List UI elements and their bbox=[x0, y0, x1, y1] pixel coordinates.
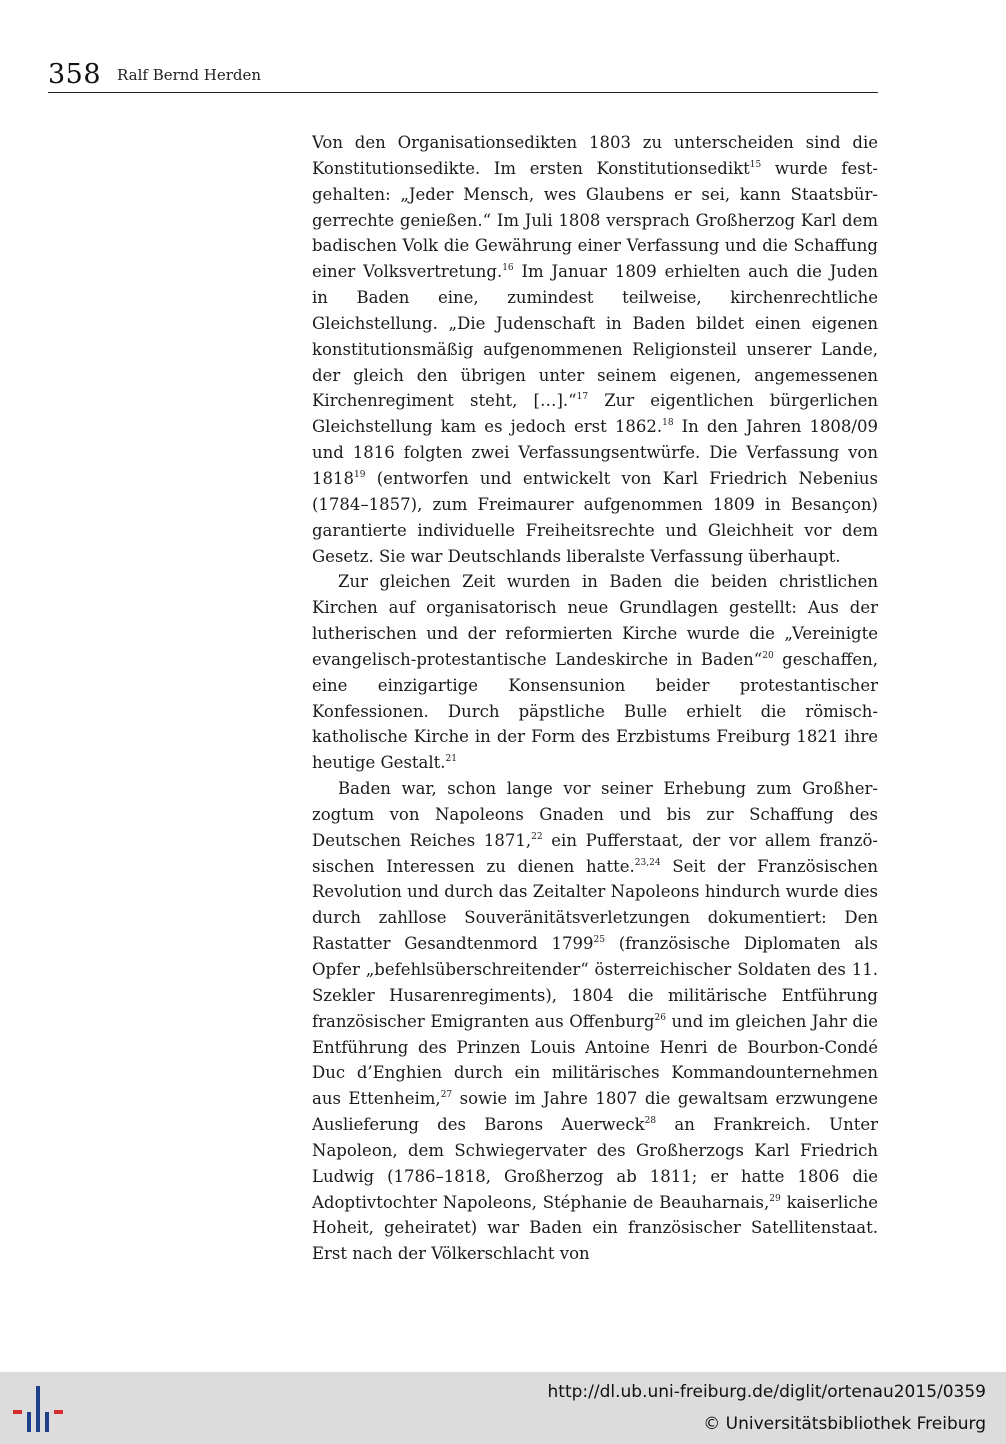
footnote-marker: 27 bbox=[440, 1090, 453, 1101]
running-head-author: Ralf Bernd Herden bbox=[117, 66, 262, 84]
text-run: kaiserliche Hoheit, geheiratet) war Baden ein französischer Satellitenstaat. Erst nach der Völkerschlacht von bbox=[312, 1192, 878, 1264]
text-run: Im Januar 1809 erhielten auch die Juden in Baden eine, zumindest teilweise, kirchenrechtliche Gleichstellung. „Die Judenschaft in Baden bildet einen eigenen konstitutionsmäßig aufgenommenen Religionsteil unserer Lande, der gleich den übrigen unter seinem eigenen, angemessenen Kirchenregiment steht, […].“ bbox=[312, 262, 878, 411]
text-run: Seit der Französischen Revolution und durch das Zeitalter Napoleons hindurch wurde dies durch zahllose Souveränitätsverletzungen dokumentiert: Den Rastatter Gesandtenmord 1799 bbox=[312, 856, 878, 954]
text-run: wurde festgehalten: „Jeder Mensch, wes Glaubens er sei, kann Staatsbürgerrechte genießen.“ Im Juli 1808 versprach Großherzog Karl dem badischen Volk die Gewährung einer Verfassung und die Schaffung einer Volksvertretung. bbox=[312, 158, 878, 282]
body-text bbox=[312, 130, 878, 1267]
footer-bar bbox=[0, 1372, 1006, 1444]
footnote-marker: 19 bbox=[354, 469, 366, 480]
paragraph-3 bbox=[312, 776, 878, 1267]
footnote-marker: 15 bbox=[749, 159, 762, 170]
footnote-marker: 20 bbox=[762, 650, 774, 661]
copyright-notice: © Universitätsbibliothek Freiburg bbox=[703, 1414, 986, 1434]
footnote-marker: 25 bbox=[593, 935, 605, 946]
text-run: (entworfen und entwickelt von Karl Friedrich Nebenius (1784–1857), zum Freimaurer aufgenommen 1809 in Besançon) garantierte individuelle Freiheitsrechte und Gleichheit vor dem Gesetz. Sie war Deutschlands liberalste Verfassung überhaupt. bbox=[312, 468, 878, 566]
footnote-marker: 16 bbox=[502, 263, 514, 274]
footnote-marker: 22 bbox=[531, 831, 543, 842]
text-run: geschaffen, eine einzigartige Konsensunion beider protestantischer Konfessionen. Durch päpstliche Bulle erhielt die römisch-katholische Kirche in der Form des Erzbistums Freiburg 1821 ihre heutige Gestalt. bbox=[312, 649, 878, 773]
ub-freiburg-logo-icon bbox=[12, 1382, 64, 1434]
text-run: und im gleichen Jahr die Entführung des Prinzen Louis Antoine Henri de Bourbon-Condé Duc d’Enghien durch ein militärisches Kommandounternehmen aus Ettenheim, bbox=[312, 1011, 878, 1109]
paragraph-2 bbox=[312, 569, 878, 776]
footnote-marker: 21 bbox=[445, 754, 457, 765]
text-run: Von den Organisationsedikten 1803 zu unterscheiden sind die Konstitutionsedikte. Im ersten Konstitutionsedikt bbox=[312, 133, 878, 178]
page-header bbox=[48, 58, 878, 93]
text-run: sowie im Jahre 1807 die gewaltsam erzwungene Auslieferung des Barons Auerweck bbox=[312, 1089, 878, 1135]
digital-library-link[interactable]: http://dl.ub.uni-freiburg.de/diglit/ortenau2015/0359 bbox=[547, 1382, 986, 1402]
text-run: (französische Diplomaten als Opfer „befehlsüberschreitender“ österreichischer Soldaten des 11. Szekler Husarenregiments), 1804 die militärische Entführung französischer Emigranten aus Offenburg bbox=[312, 934, 879, 1031]
text-run: Zur eigentlichen bürgerlichen Gleichstellung kam es jedoch erst 1862. bbox=[312, 391, 878, 437]
footnote-marker: 17 bbox=[576, 392, 589, 403]
text-run: Zur gleichen Zeit wurden in Baden die beiden christlichen Kirchen auf organisatorisch neue Grundlagen gestellt: Aus der lutherischen und der reformierten Kirche wurde die „Vereinigte evangelisch-protestantische Landeskirche in Baden“ bbox=[312, 572, 878, 669]
footnote-marker: 29 bbox=[769, 1193, 781, 1204]
text-run: In den Jahren 1808/09 und 1816 folgten zwei Verfassungsentwürfe. Die Verfassung von 1818 bbox=[312, 417, 878, 488]
footnote-marker: 18 bbox=[662, 418, 674, 429]
footnote-marker: 26 bbox=[654, 1012, 666, 1023]
text-run: an Frankreich. Unter Napoleon, dem Schwiegervater des Großherzogs Karl Friedrich Ludwig (1786–1818, Großherzog ab 1811; er hatte 1806 die Adoptivtochter Napoleons, Stéphanie de Beauharnais, bbox=[312, 1115, 878, 1212]
page-number: 358 bbox=[48, 59, 102, 90]
footnote-marker: 28 bbox=[644, 1116, 657, 1127]
text-run: Baden war, schon lange vor seiner Erhebung zum Großherzogtum von Napoleons Gnaden und bis zur Schaffung des Deutschen Reiches 1871, bbox=[312, 779, 878, 850]
footnote-marker: 23,24 bbox=[634, 857, 661, 868]
text-run: ein Pufferstaat, der vor allem französischen Interessen zu dienen hatte. bbox=[312, 830, 878, 876]
paragraph-1 bbox=[312, 130, 878, 569]
